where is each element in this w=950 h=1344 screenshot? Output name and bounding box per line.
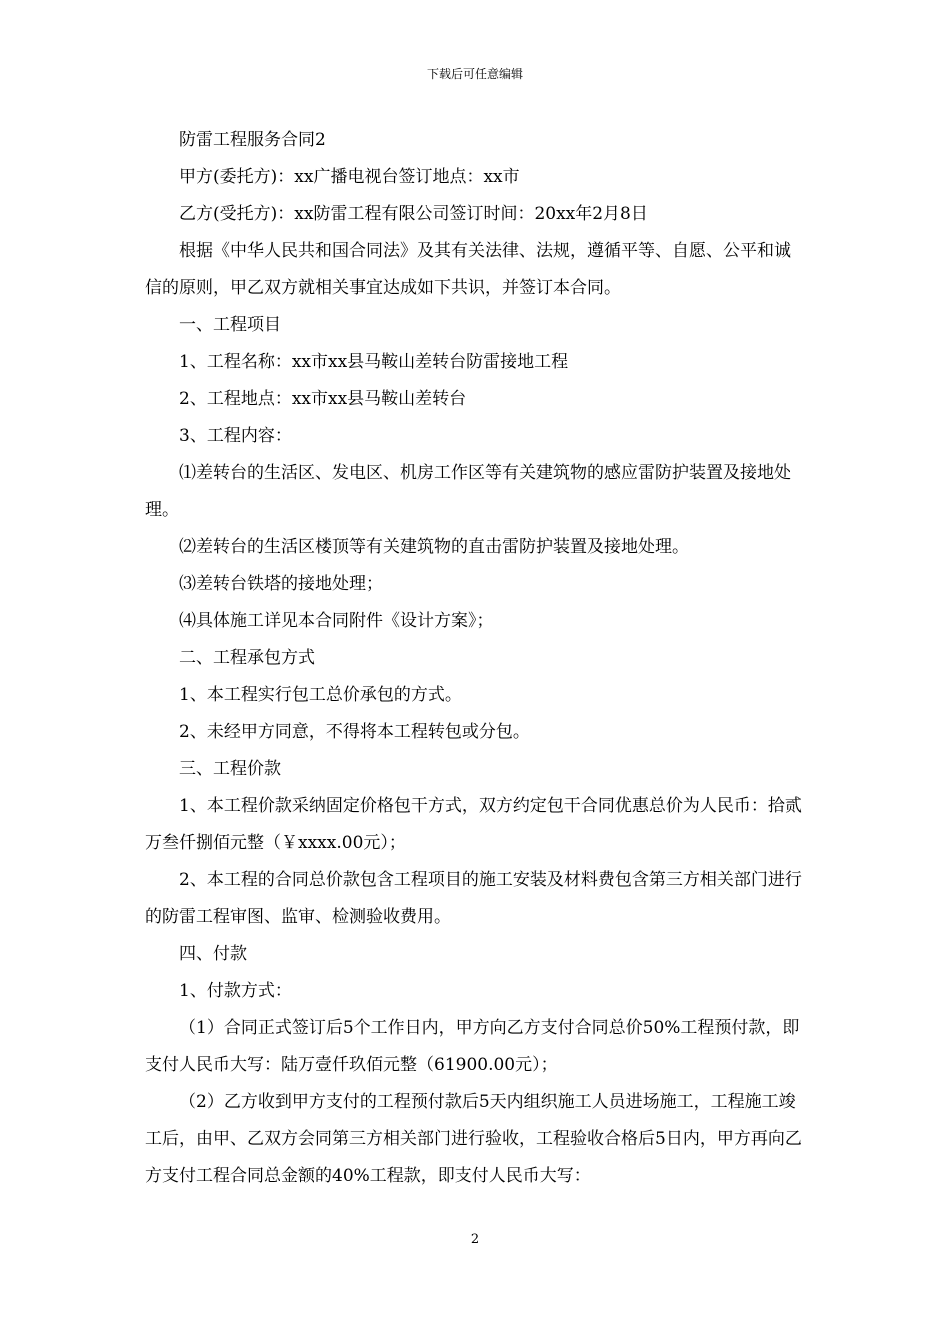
party-a-line: 甲方(委托方)：xx广播电视台签订地点：xx市 [179,167,520,187]
content-subitem-4: ⑷具体施工详见本合同附件《设计方案》； [179,611,494,631]
contracting-item-2: 2、未经甲方同意，不得将本工程转包或分包。 [179,722,530,742]
content-subitem-2: ⑵差转台的生活区楼顶等有关建筑物的直击雷防护装置及接地处理。 [179,537,689,557]
project-content-item: 3、工程内容： [179,426,292,446]
contracting-item-1: 1、本工程实行包工总价承包的方式。 [179,685,462,705]
content-subitem-3: ⑶差转台铁塔的接地处理； [179,574,383,594]
page-header-note: 下载后可任意编辑 [426,67,523,81]
section-heading-contracting: 二、工程承包方式 [179,648,315,668]
price-item-2: 2、本工程的合同总价款包含工程项目的施工安装及材料费包含第三方相关部门进行的防雷工程审图、监审、检测验收费用。 [145,870,802,927]
section-heading-project: 一、工程项目 [179,315,281,335]
payment-subitem-2: （2）乙方收到甲方支付的工程预付款后5天内组织施工人员进场施工，工程施工竣工后，由甲、乙双方会同第三方相关部门进行验收，工程验收合格后5日内，甲方再向乙方支付工程合同总金额的40%工程款，即支付人民币大写： [145,1092,802,1186]
payment-subitem-1: （1）合同正式签订后5个工作日内，甲方向乙方支付合同总价50%工程预付款，即支付人民币大写：陆万壹仟玖佰元整（61900.00元）； [145,1018,800,1075]
party-b-line: 乙方(受托方)：xx防雷工程有限公司签订时间：20xx年2月8日 [179,204,648,224]
project-name-item: 1、工程名称：xx市xx县马鞍山差转台防雷接地工程 [179,352,569,372]
content-subitem-1: ⑴差转台的生活区、发电区、机房工作区等有关建筑物的感应雷防护装置及接地处理。 [145,463,791,520]
preamble-paragraph: 根据《中华人民共和国合同法》及其有关法律、法规，遵循平等、自愿、公平和诚信的原则，甲乙双方就相关事宜达成如下共识，并签订本合同。 [145,241,791,298]
contract-title: 防雷工程服务合同2 [179,130,326,150]
price-item-1: 1、本工程价款采纳固定价格包干方式，双方约定包干合同优惠总价为人民币：拾贰万叁仟捌佰元整（￥xxxx.00元）； [145,796,802,853]
document-body [145,122,807,1195]
payment-method-item: 1、付款方式： [179,981,292,1001]
project-location-item: 2、工程地点：xx市xx县马鞍山差转台 [179,389,467,409]
section-heading-payment: 四、付款 [179,944,247,964]
page-number: 2 [470,1232,480,1247]
section-heading-price: 三、工程价款 [179,759,281,779]
